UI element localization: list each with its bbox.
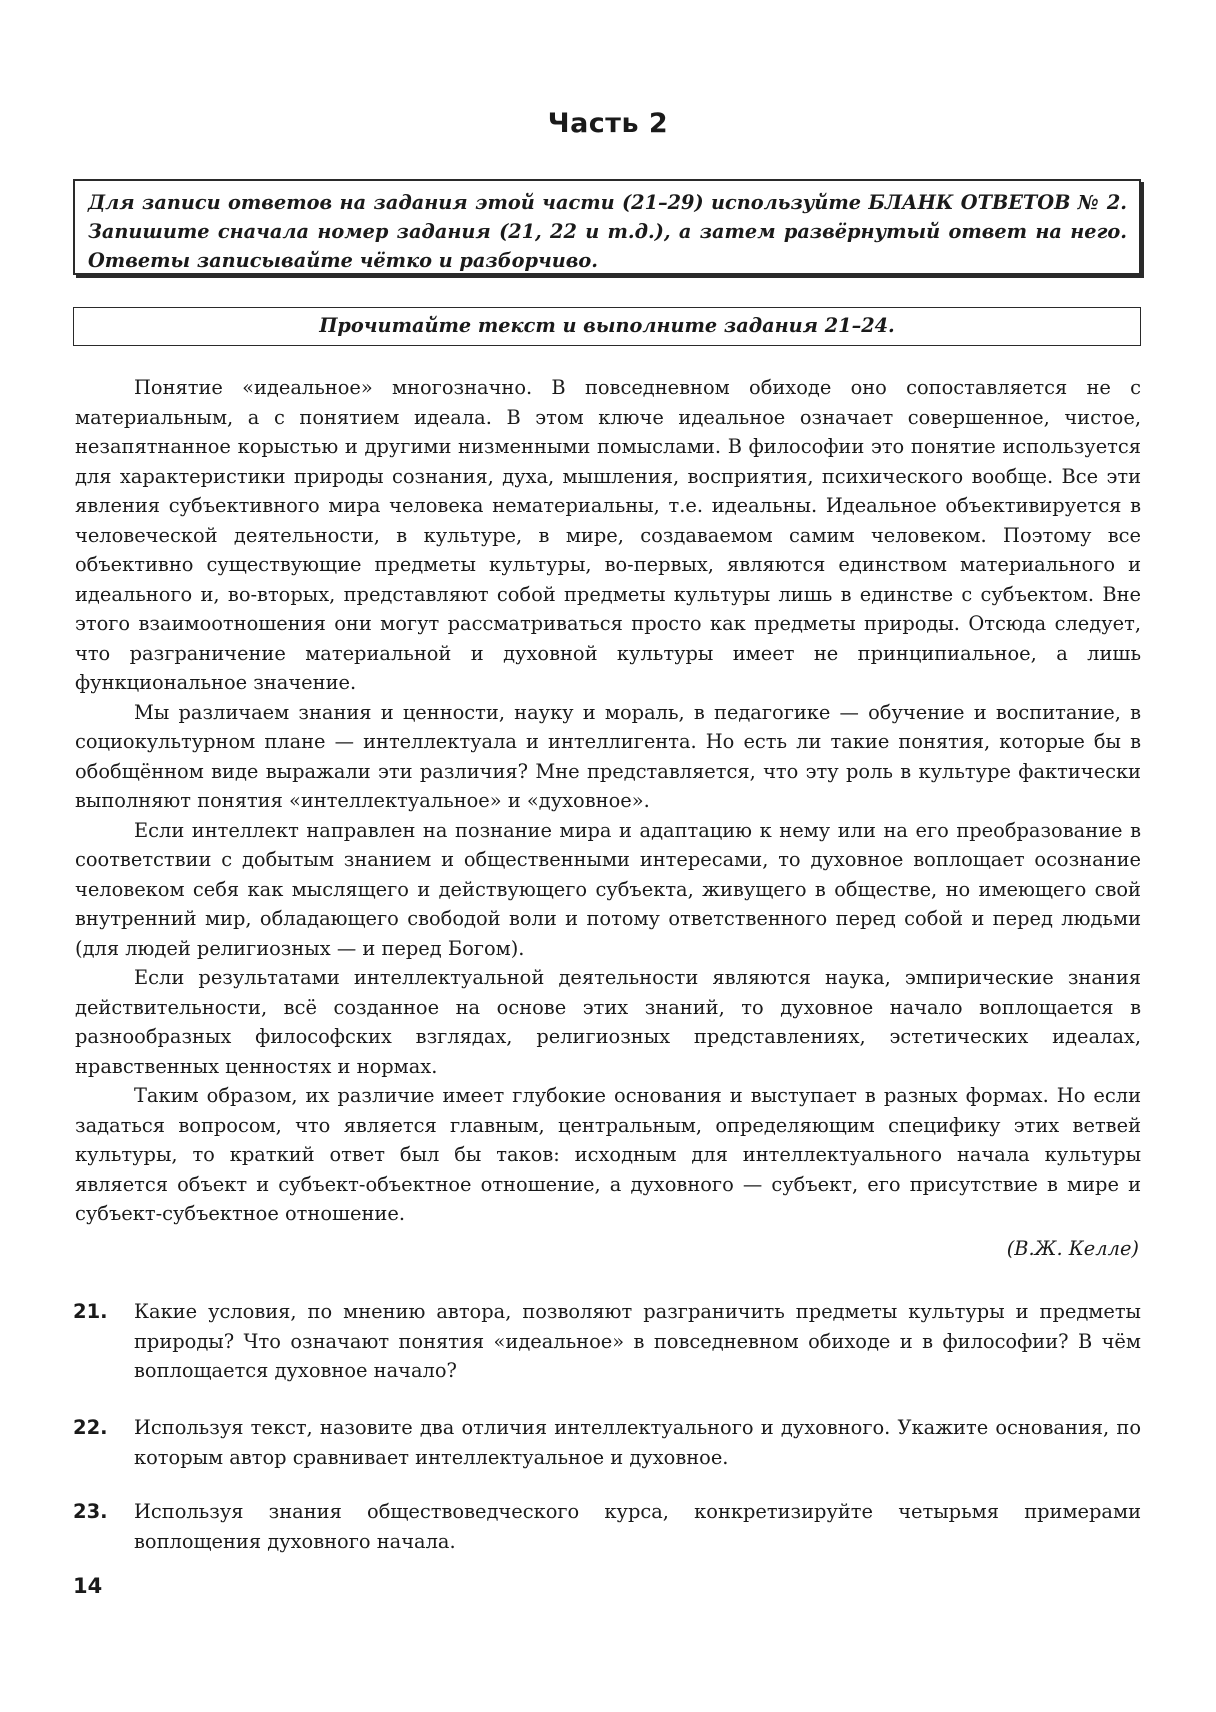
source-text: [75, 373, 1141, 1263]
question-number: 21.: [73, 1300, 108, 1323]
question-number: 23.: [73, 1500, 108, 1523]
page-number: 14: [73, 1574, 103, 1598]
question-text: Используя знания обществоведческого курса, конкретизируйте четырьмя примерами воплощения духовного начала.: [134, 1500, 1141, 1553]
text-paragraph: Понятие «идеальное» многозначно. В повседневном обиходе оно сопоставляется не с материальным, а с понятием идеала. В этом ключе идеальное означает совершенное, чистое, незапятнанное корыстью и другими низменными помыслами. В философии это понятие используется для характеристики природы сознания, духа, мышления, восприятия, психического вообще. Все эти явления субъективного мира человека нематериальны, т.е. идеальны. Идеальное объективируется в человеческой деятельности, в культуре, в мире, создаваемом самим человеком. Поэтому все объективно существующие предметы культуры, во-первых, являются единством материального и идеального и, во-вторых, представляют собой предметы культуры лишь в единстве с субъектом. Вне этого взаимоотношения они могут рассматриваться просто как предметы природы. Отсюда следует, что разграничение материальной и духовной культуры имеет не принципиальное, а лишь функциональное значение.: [75, 376, 1141, 694]
question-text: Какие условия, по мнению автора, позволяют разграничить предметы культуры и предметы природы? Что означают понятия «идеальное» в повседневном обиходе и в философии? В чём воплощается духовное начало?: [134, 1300, 1141, 1382]
instructions-text: Для записи ответов на задания этой части (21–29) используйте БЛАНК ОТВЕТОВ № 2. Запишите сначала номер задания (21, 22 и т.д.), а затем развёрнутый ответ на него. Ответы записывайте чётко и разборчиво.: [88, 191, 1127, 272]
part-title: Часть 2: [547, 108, 669, 139]
question-text: Используя текст, назовите два отличия интеллектуального и духовного. Укажите основания, по которым автор сравнивает интеллектуальное и духовное.: [134, 1416, 1141, 1469]
text-paragraph: Таким образом, их различие имеет глубокие основания и выступает в разных формах. Но если задаться вопросом, что является главным, центральным, определяющим специфику этих ветвей культуры, то краткий ответ был бы таков: исходным для интеллектуального начала культуры является объект и субъект-объектное отношение, а духовного — субъект, его присутствие в мире и субъект-субъектное отношение.: [75, 1084, 1141, 1225]
text-paragraph: Если результатами интеллектуальной деятельности являются наука, эмпирические знания действительности, всё созданное на основе этих знаний, то духовное начало воплощается в разнообразных философских взглядах, религиозных представлениях, эстетических идеалах, нравственных ценностях и нормах.: [75, 966, 1141, 1078]
question-item: [73, 1297, 1141, 1386]
task-header-box: [73, 307, 1141, 346]
author-attribution: (В.Ж. Келле): [1006, 1236, 1139, 1260]
text-paragraph: Мы различаем знания и ценности, науку и мораль, в педагогике — обучение и воспитание, в социокультурном плане — интеллектуала и интеллигента. Но есть ли такие понятия, которые бы в обобщённом виде выражали эти различия? Мне представляется, что эту роль в культуре фактически выполняют понятия «интеллектуальное» и «духовное».: [75, 700, 1141, 812]
instructions-box: [73, 179, 1141, 275]
text-paragraph: Если интеллект направлен на познание мира и адаптацию к нему или на его преобразование в соответствии с добытым знанием и общественными интересами, то духовное воплощает осознание человеком себя как мыслящего и действующего субъекта, живущего в обществе, но имеющего свой внутренний мир, обладающего свободой воли и потому ответственного перед собой и перед людьми (для людей религиозных — и перед Богом).: [75, 818, 1141, 960]
question-item: [73, 1413, 1141, 1472]
question-number: 22.: [73, 1416, 108, 1439]
task-header-text: Прочитайте текст и выполните задания 21–24.: [319, 314, 895, 337]
question-item: [73, 1497, 1141, 1556]
